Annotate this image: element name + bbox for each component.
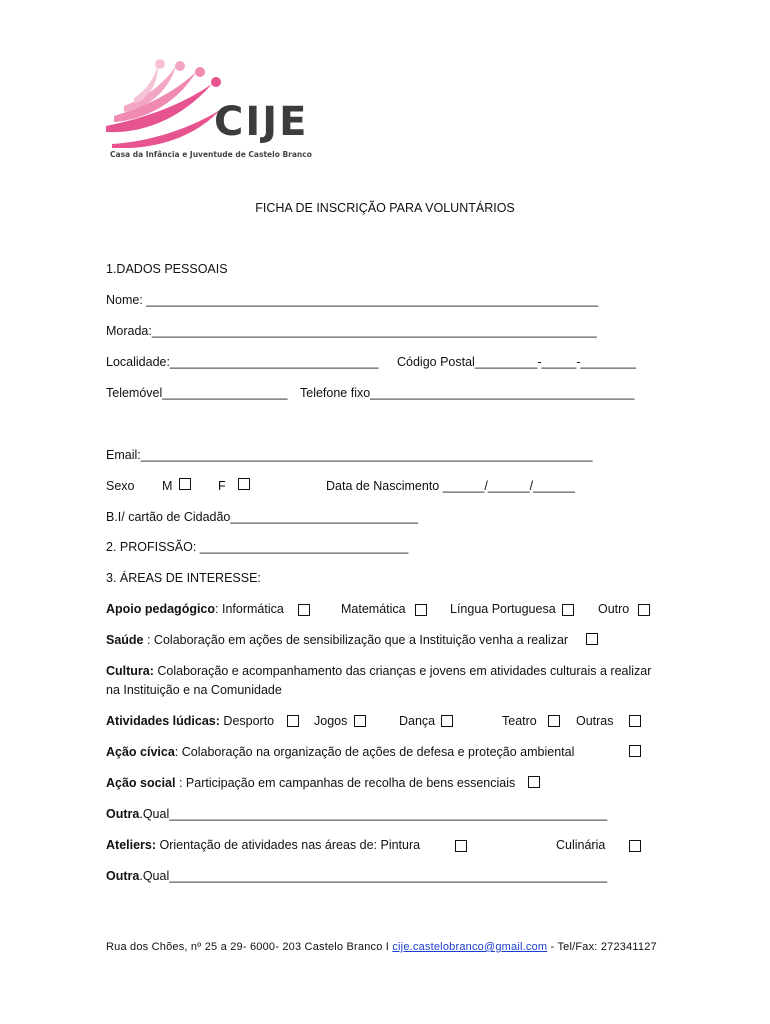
lingua-portuguesa-label: Língua Portuguesa xyxy=(450,602,556,616)
ateliers-text: Orientação de atividades nas áreas de: Pintura xyxy=(156,838,421,852)
danca-label: Dança xyxy=(399,714,436,728)
teatro-checkbox[interactable] xyxy=(548,715,560,727)
sexo-f-checkbox[interactable] xyxy=(238,478,250,490)
bi-field[interactable]: B.I/ cartão de Cidadão___________________________ xyxy=(106,510,419,524)
sexo-m-label: M xyxy=(162,479,173,493)
informatica-checkbox[interactable] xyxy=(298,604,310,616)
acao-social-checkbox[interactable] xyxy=(528,776,540,788)
culinaria-label: Culinária xyxy=(556,838,606,852)
page-title: FICHA DE INSCRIÇÃO PARA VOLUNTÁRIOS xyxy=(255,201,515,215)
apoio-informatica-label: : Informática xyxy=(215,602,284,616)
email-field[interactable]: Email:_________________________________________________________________ xyxy=(106,448,593,462)
apoio-pedagogico-row xyxy=(106,602,284,616)
logo-subtitle: Casa da Infância e Juventude de Castelo Branco xyxy=(110,150,312,159)
atividades-ludicas-row xyxy=(106,714,274,728)
apoio-outro-checkbox[interactable] xyxy=(638,604,650,616)
acao-social-text: : Participação em campanhas de recolha de bens essenciais xyxy=(175,776,516,790)
sexo-f-label: F xyxy=(218,479,226,493)
apoio-pedagogico-label: Apoio pedagógico xyxy=(106,602,216,616)
outras-label: Outras xyxy=(576,714,614,728)
teatro-label: Teatro xyxy=(502,714,537,728)
outra-label-2: Outra xyxy=(106,869,140,883)
jogos-checkbox[interactable] xyxy=(354,715,366,727)
apoio-outro-label: Outro xyxy=(598,602,630,616)
section3-heading: 3. ÁREAS DE INTERESSE: xyxy=(106,571,261,585)
codigo-postal-field[interactable]: Código Postal_________-_____-________ xyxy=(397,355,637,369)
desporto-label: Desporto xyxy=(219,714,275,728)
atividades-ludicas-label: Atividades lúdicas: xyxy=(106,714,220,728)
culinaria-checkbox[interactable] xyxy=(629,840,641,852)
outra-qual-field-2[interactable] xyxy=(106,869,607,883)
cultura-text-line1: Colaboração e acompanhamento das crianças e jovens em atividades culturais a realizar xyxy=(153,664,652,678)
telemovel-field[interactable]: Telemóvel__________________ xyxy=(106,386,288,400)
footer xyxy=(106,941,657,953)
morada-field[interactable]: Morada:________________________________________________________________ xyxy=(106,324,597,338)
outra-qual-text-2: .Qual_______________________________________________________________ xyxy=(139,869,608,883)
ateliers-label: Ateliers: xyxy=(106,838,157,852)
cultura-label: Cultura: xyxy=(106,664,154,678)
saude-label: Saúde xyxy=(106,633,144,647)
acao-civica-label: Ação cívica xyxy=(106,745,175,759)
acao-civica-row xyxy=(106,745,574,759)
saude-checkbox[interactable] xyxy=(586,633,598,645)
cultura-row xyxy=(106,664,651,678)
outra-qual-text-1: .Qual_______________________________________________________________ xyxy=(139,807,608,821)
acao-social-label: Ação social xyxy=(106,776,176,790)
acao-civica-text: : Colaboração na organização de ações de defesa e proteção ambiental xyxy=(174,745,575,759)
jogos-label: Jogos xyxy=(314,714,348,728)
cije-logo xyxy=(104,58,334,162)
logo-name: CIJE xyxy=(214,99,309,145)
footer-address: Rua dos Chões, nº 25 a 29- 6000- 203 Castelo Branco I xyxy=(106,941,393,953)
matematica-checkbox[interactable] xyxy=(415,604,427,616)
nome-field[interactable]: Nome: _________________________________________________________________ xyxy=(106,293,599,307)
lingua-portuguesa-checkbox[interactable] xyxy=(562,604,574,616)
cultura-text-line2: na Instituição e na Comunidade xyxy=(106,683,282,697)
footer-email-link[interactable]: cije.castelobranco@gmail.com xyxy=(392,941,548,953)
data-nascimento-field[interactable]: Data de Nascimento ______/______/______ xyxy=(326,479,575,493)
outra-label-1: Outra xyxy=(106,807,140,821)
outras-checkbox[interactable] xyxy=(629,715,641,727)
saude-row xyxy=(106,633,568,647)
localidade-field[interactable]: Localidade:______________________________ xyxy=(106,355,379,369)
profissao-field[interactable]: 2. PROFISSÃO: ______________________________ xyxy=(106,540,409,554)
telefone-fixo-field[interactable]: Telefone fixo______________________________________ xyxy=(300,386,635,400)
footer-phone: - Tel/Fax: 272341127 xyxy=(547,941,657,953)
logo-emblem-icon xyxy=(104,58,224,148)
acao-social-row xyxy=(106,776,515,790)
acao-civica-checkbox[interactable] xyxy=(629,745,641,757)
outra-qual-field-1[interactable] xyxy=(106,807,607,821)
desporto-checkbox[interactable] xyxy=(287,715,299,727)
danca-checkbox[interactable] xyxy=(441,715,453,727)
sexo-m-checkbox[interactable] xyxy=(179,478,191,490)
matematica-label: Matemática xyxy=(341,602,406,616)
pintura-checkbox[interactable] xyxy=(455,840,467,852)
ateliers-row xyxy=(106,838,420,852)
sexo-label: Sexo xyxy=(106,479,135,493)
section1-heading: 1.DADOS PESSOAIS xyxy=(106,262,228,276)
saude-text: : Colaboração em ações de sensibilização que a Instituição venha a realizar xyxy=(143,633,569,647)
